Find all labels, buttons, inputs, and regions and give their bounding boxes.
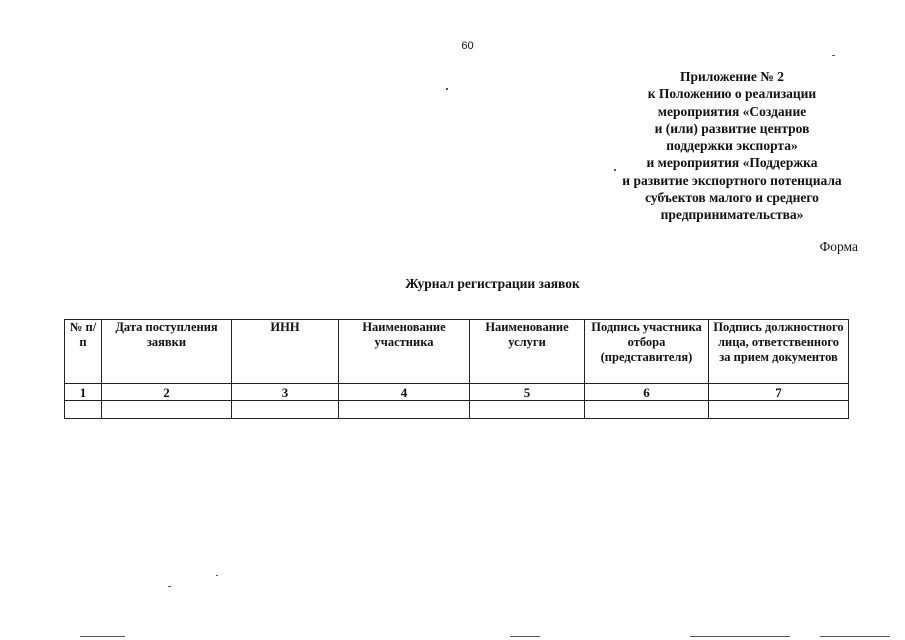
table-row <box>65 384 849 401</box>
appendix-line: субъектов малого и среднего <box>645 190 819 206</box>
header-official-signature: Подпись должностного лица, ответственного за прием документов <box>709 320 849 384</box>
appendix-line: мероприятия «Создание <box>657 103 807 119</box>
appendix-line: предпринимательства» <box>660 207 804 223</box>
appendix-line: Приложение № 2 <box>680 69 784 84</box>
table-cell <box>709 401 849 419</box>
appendix-line: и (или) развитие центров <box>654 120 810 136</box>
appendix-heading <box>598 68 866 224</box>
table-cell <box>585 401 709 419</box>
page-number: 60 <box>461 40 474 52</box>
scan-speck <box>614 169 616 171</box>
header-participant-signature: Подпись участника отбора (представителя) <box>585 320 709 384</box>
scan-speck <box>510 636 540 637</box>
appendix-line: и мероприятия «Поддержка <box>646 155 818 171</box>
column-number: 4 <box>339 384 470 401</box>
scan-speck <box>168 586 171 587</box>
column-number: 7 <box>709 384 849 401</box>
table-cell <box>339 401 470 419</box>
column-number: 3 <box>232 384 339 401</box>
column-number: 5 <box>470 384 585 401</box>
column-number: 2 <box>102 384 232 401</box>
registration-table <box>64 319 849 419</box>
scan-speck <box>446 88 448 90</box>
column-number: 6 <box>585 384 709 401</box>
appendix-line: и развитие экспортного потенциала <box>622 172 842 188</box>
header-participant: Наименование участника <box>339 320 470 384</box>
appendix-line: поддержки экспорта» <box>666 138 798 154</box>
scan-speck <box>832 55 835 56</box>
header-date: Дата поступления заявки <box>102 320 232 384</box>
header-number: № п/п <box>65 320 102 384</box>
scan-speck <box>690 636 790 637</box>
appendix-line: к Положению о реализации <box>647 86 817 102</box>
header-service: Наименование услуги <box>470 320 585 384</box>
form-label: Форма <box>819 239 858 254</box>
table-cell <box>470 401 585 419</box>
scan-speck <box>80 636 125 637</box>
table-header-row <box>65 320 849 384</box>
table-cell <box>65 401 102 419</box>
journal-title: Журнал регистрации заявок <box>405 276 580 291</box>
scan-speck <box>216 575 218 576</box>
column-number: 1 <box>65 384 102 401</box>
table-cell <box>102 401 232 419</box>
scan-speck <box>820 636 890 637</box>
header-inn: ИНН <box>232 320 339 384</box>
table-cell <box>232 401 339 419</box>
table-row <box>65 401 849 419</box>
